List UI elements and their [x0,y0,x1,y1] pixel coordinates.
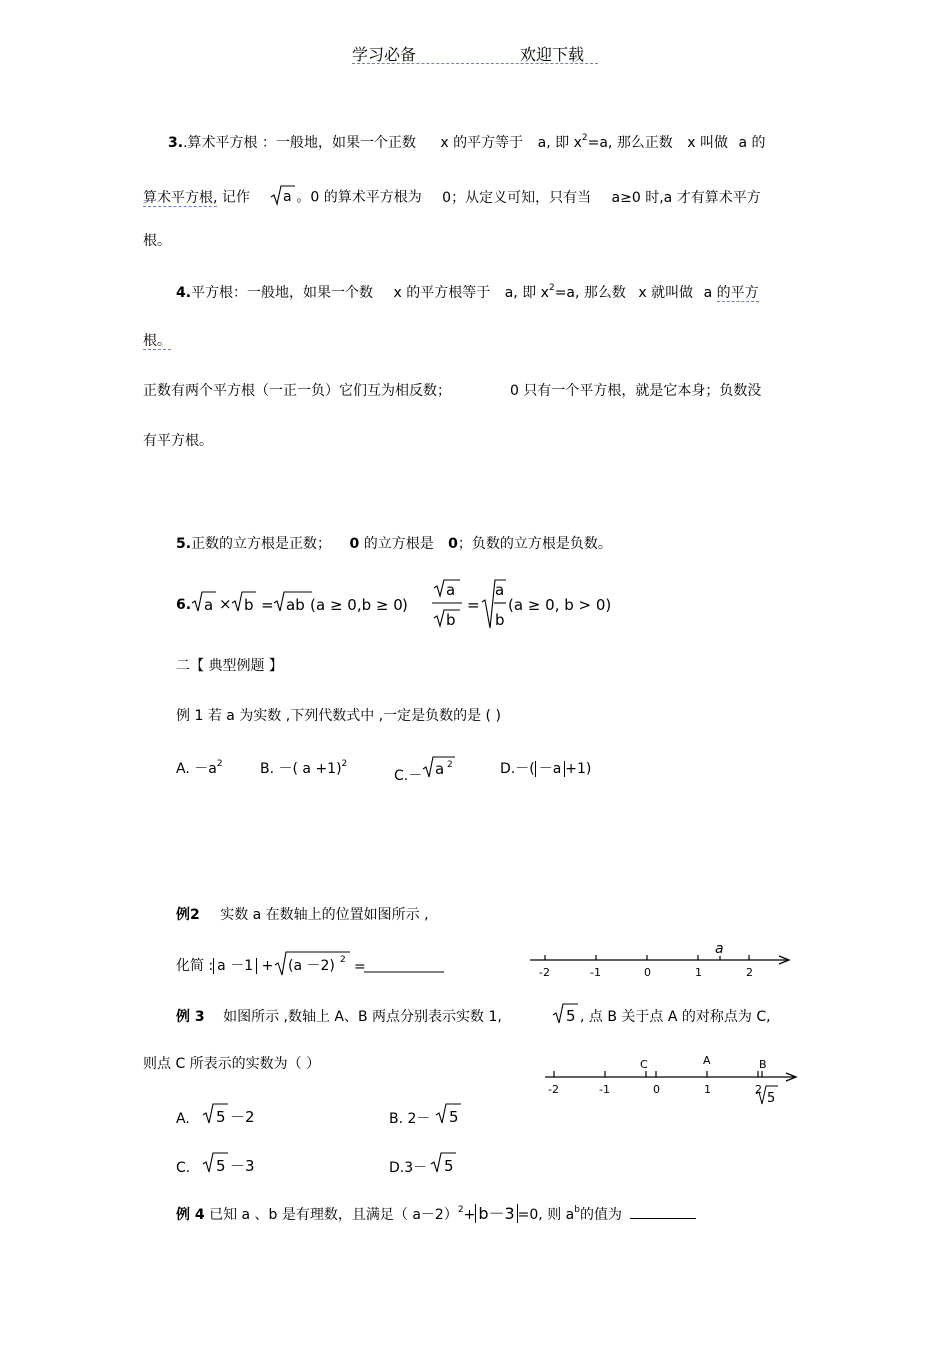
axis-tick-label: 2 [746,966,753,979]
svg-text:a: a [204,596,214,614]
svg-text:a: a [435,760,445,778]
svg-text:(a －2): (a －2) [288,958,335,974]
axis2-label-c: C [640,1058,648,1071]
header-divider [352,63,598,64]
ex2-plus: + [261,958,274,974]
axis-tick-label: 2 [755,1083,762,1096]
item4-text2: 的平方根等于 [406,285,491,301]
item3-a1: a, [537,135,551,151]
svg-text:(a ≥ 0, b > 0): (a ≥ 0, b > 0) [508,596,612,614]
item3-text-cond: a≥0 时,a 才有算术平方 [611,189,761,206]
item4-eq: x [540,285,549,301]
item3-eq-sup: 2 [581,133,588,143]
ex2-simplify-label: 化简 : [176,958,214,974]
item3-x2: x [687,135,696,151]
item4-eq-sup: 2 [548,283,555,293]
item3-num: 3. [168,135,184,151]
svg-text:－2: －2 [230,1108,255,1126]
ex1-label: 例 1 [176,708,204,724]
svg-text:5: 5 [444,1157,454,1175]
ex3-option-b: B. 2－ [389,1111,431,1127]
item5-num: 5. [176,536,192,552]
svg-text:－3: －3 [230,1157,255,1175]
item3-text-def: 0；从定义可知，只有当 [442,189,592,206]
item3-a2: a [738,135,748,151]
item4-x: x [393,285,402,301]
item4-text4: 那么数 [583,285,626,301]
item5-text1: 正数的立方根是正数； [191,536,332,552]
ex1-option-d [500,760,591,778]
ex4-line [176,1205,696,1226]
ex1-c-text: C.－ [394,767,423,784]
svg-text:×: × [219,595,232,613]
ex2-abs: a －1 [213,958,257,974]
item3-text4: 那么正数 [616,135,673,151]
ex1-b-sup: 2 [341,759,348,769]
item4-line2 [143,332,171,350]
item3-x: x [440,135,449,151]
item4-a2: a [703,285,713,301]
item3-text5: 叫做 [700,135,729,151]
ex3-label: 例 3 [176,1009,205,1025]
ex4-sup2: b [574,1205,580,1215]
svg-text:5: 5 [216,1157,226,1175]
ex3-text1: 如图所示 ,数轴上 A、B 两点分别表示实数 1, [223,1009,502,1025]
item6-formula [188,578,628,634]
ex3-a-expr [202,1101,272,1127]
ex2-simplify [176,957,273,975]
axis2-rad-label: 5 [767,1091,776,1106]
ex4-plus: + [463,1207,476,1223]
ex1-d-text: D.－( [500,761,535,777]
item3-text1: ：一般地，如果一个正数 [261,135,416,151]
ex1-a-sup: 2 [216,759,223,769]
item5-zero1: 0 [349,536,360,552]
svg-text:5: 5 [216,1108,226,1126]
item5-text3: ；负数的立方根是负数。 [457,536,612,552]
ex4-abs: b－3 [475,1204,517,1223]
item4-line1 [176,284,759,304]
ex3-c-expr [202,1150,272,1176]
ex4-text2: =0, 则 a [517,1207,575,1223]
item4-text5: 就叫做 [651,285,694,301]
axis-tick-label: 1 [704,1083,711,1096]
item4-eq-rest: =a, [554,285,580,301]
item3-eq: x [573,135,582,151]
ex2-question [176,906,429,924]
item3-line3: 根。 [143,233,171,249]
axis-tick-label: -1 [590,966,601,979]
ex4-text1: 已知 a 、b 是有理数，且满足（ a－2） [209,1207,458,1223]
ex3-option-a [176,1110,190,1128]
item4-text1: 平方根：一般地，如果一个数 [191,285,374,301]
item5-text2: 的立方根是 [363,536,434,552]
item4-a1: a, [504,285,518,301]
section2-title: 二【 典型例题 】 [176,658,283,674]
ex1-option-c [394,753,456,784]
ex3-b-sqrt [435,1101,465,1127]
item4-line4: 有平方根。 [143,433,213,449]
ex2-sqrt-expr [274,948,454,978]
svg-text:ab: ab [286,596,305,614]
item5-line [176,535,612,553]
ex4-sup: 2 [457,1205,464,1215]
ex1-question [176,707,501,725]
svg-text:=: = [261,596,274,614]
svg-text:a ≥ 0,b ≥ 0: a ≥ 0,b ≥ 0 [316,596,403,614]
ex3-line2: 则点 C 所表示的实数为（ ） [143,1056,321,1072]
ex3-option-c [176,1159,190,1177]
item4-line3a: 正数有两个平方根（一正一负）它们互为相反数； [143,383,451,399]
item3-eq-rest: =a, [587,135,613,151]
item4-text6: 的平方 [716,285,759,301]
svg-text:=: = [467,596,480,614]
item3-jizuo: 记作 [221,189,250,206]
ex1-option-b [260,760,347,780]
item4-text3: 即 [522,285,537,301]
item3-text2: 的平方等于 [453,135,524,151]
ex3-option-d: D.3－ [389,1160,428,1176]
svg-text:b: b [495,611,505,629]
svg-text:5: 5 [449,1108,459,1126]
svg-text:(: ( [310,596,316,614]
ex1-d-end: +1) [565,761,592,777]
ex1-text: 若 a 为实数 ,下列代数式中 ,一定是负数的是 ( ) [207,708,501,724]
item4-num: 4. [176,285,192,301]
ex1-b-text: B. －( a +1) [260,761,342,777]
axis-tick-label: -2 [548,1083,559,1096]
ex3-d-sqrt [430,1150,460,1176]
ex3-c-pre: C. [176,1160,191,1176]
item4-line3b: 0 只有一个平方根，就是它本身；负数没 [510,383,762,399]
axis-tick-label: -1 [599,1083,610,1096]
svg-text:b: b [446,611,456,629]
svg-text:): ) [402,596,408,614]
item6-num: 6. [176,597,192,613]
svg-text:5: 5 [566,1007,576,1025]
svg-text:a: a [283,189,292,205]
svg-text:2: 2 [340,955,346,965]
svg-text:a: a [446,581,456,599]
number-line-2 [540,1050,802,1110]
ex2-label: 例2 [176,907,200,923]
svg-text:a: a [495,581,505,599]
item3-term: .算术平方根 [183,135,258,151]
ex2-text: 实数 a 在数轴上的位置如图所示 , [220,907,429,923]
header-right: 欢迎下载 [520,45,585,64]
ex3-text2: , 点 B 关于点 A 的对称点为 C, [580,1009,771,1025]
svg-text:=: = [354,959,366,975]
item4-gen: 根。 [143,333,171,349]
item3-text6: 的 [751,135,766,151]
item4-x2: x [638,285,647,301]
item3-sqrt-a [270,184,296,211]
item3-term-underlined: 算术平方根, [143,189,218,206]
ex1-a-text: A. －a [176,761,217,777]
ex4-label: 例 4 [176,1207,205,1223]
item5-zero2: 0 [448,536,458,552]
svg-text:b: b [244,596,254,614]
item3-text3: 即 [555,135,570,151]
svg-text:2: 2 [447,760,453,770]
axis2-label-a: A [703,1054,711,1067]
item3-text-zero: 。0 的算术平方根为 [296,189,422,206]
ex1-d-abs: －a [535,761,566,777]
axis-tick-label: 0 [644,966,651,979]
ex4-answer-blank[interactable] [630,1218,696,1219]
axis1-point-label: a [715,941,724,957]
axis2-label-b: B [759,1058,767,1071]
ex1-option-a [176,760,223,780]
header-left: 学习必备 [352,45,417,64]
axis-tick-label: 0 [653,1083,660,1096]
ex3-sqrt5 [552,1001,580,1027]
ex1-c-sqrt [422,753,456,784]
ex3-a-pre: A. [176,1111,190,1127]
axis-tick-label: -2 [539,966,550,979]
axis-tick-label: 1 [695,966,702,979]
ex4-text3: 的值为 [579,1207,622,1223]
ex3-line1 [176,1008,502,1026]
number-line-1 [525,938,795,982]
item3-line1 [168,134,766,154]
item3-line2 [143,184,761,211]
